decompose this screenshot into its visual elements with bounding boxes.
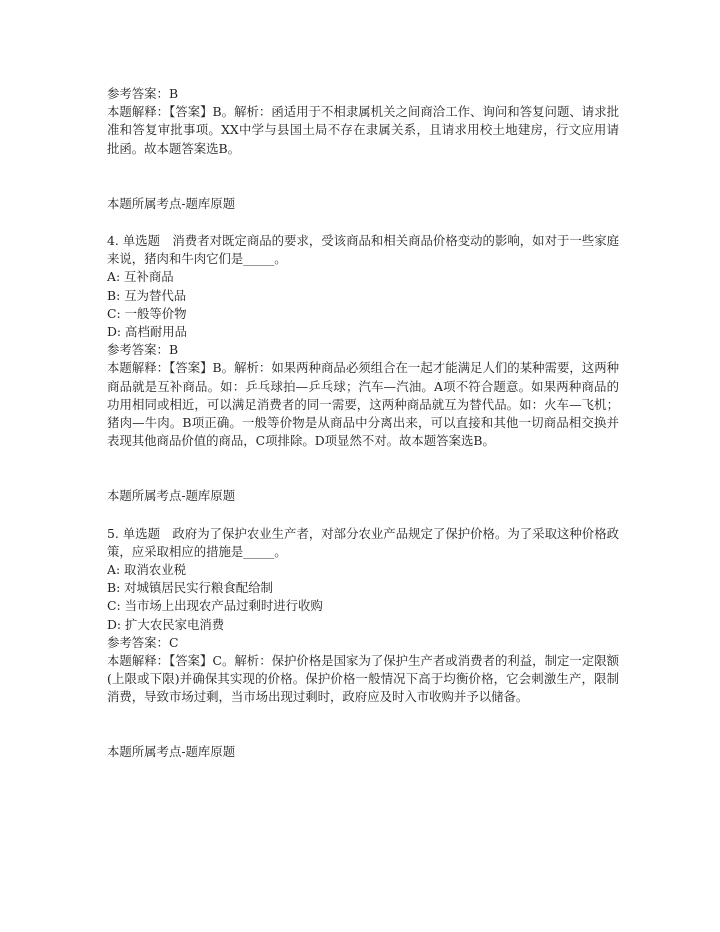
document-content xyxy=(107,85,619,762)
question-stem: 4. 单选题 消费者对既定商品的要求，受该商品和相关商品价格变动的影响，如对于一些家庭来说，猪肉和牛肉它们是_____。 xyxy=(107,232,619,267)
explanation-paragraph: 本题解释：【答案】B。解析：函适用于不相隶属机关之间商洽工作、询问和答复问题、请求批准和答复审批事项。XX中学与县国土局不存在隶属关系，且请求用校土地建房，行文应用请批函。故本题答案选B。 xyxy=(107,104,619,156)
option-b: B: 互为替代品 xyxy=(107,287,187,303)
option-c: C: 当市场上出现农产品过剩时进行收购 xyxy=(107,598,323,614)
option-d: D: 扩大农民家电消费 xyxy=(107,616,225,632)
source-tag: 本题所属考点-题库原题 xyxy=(107,744,236,760)
answer-line: 参考答案：B xyxy=(107,342,179,358)
source-tag: 本题所属考点-题库原题 xyxy=(107,195,236,211)
source-tag: 本题所属考点-题库原题 xyxy=(107,488,236,504)
answer-line: 参考答案：C xyxy=(107,634,179,650)
option-c: C: 一般等价物 xyxy=(107,305,187,321)
option-a: A: 互补商品 xyxy=(107,269,174,285)
explanation-paragraph: 本题解释：【答案】B。解析：如果两种商品必须组合在一起才能满足人们的某种需要，这两种商品就是互补商品。如：乒乓球拍—乒乓球；汽车—汽油。A项不符合题意。如果两种商品的功用相同或相近，可以满足消费者的同一需要，这两种商品就互为替代品。如：火车—飞机；猪肉—牛肉。B项正确。一般等价物是从商品中分离出来，可以直接和其他一切商品相交换并表现其他商品价值的商品，C项排除。D项显然不对。故本题答案选B。 xyxy=(107,360,619,449)
option-d: D: 高档耐用品 xyxy=(107,323,188,339)
question-stem: 5. 单选题 政府为了保护农业生产者，对部分农业产品规定了保护价格。为了采取这种价格政策，应采取相应的措施是_____。 xyxy=(107,525,619,559)
explanation-paragraph: 本题解释：【答案】C。解析：保护价格是国家为了保护生产者或消费者的利益，制定一定限额(上限或下限)并确保其实现的价格。保护价格一般情况下高于均衡价格，它会刺激生产，限制消费，导致市场过剩，当市场出现过剩时，政府应及时入市收购并予以储备。 xyxy=(107,652,619,705)
option-a: A: 取消农业税 xyxy=(107,561,187,577)
answer-line: 参考答案：B xyxy=(107,86,179,101)
option-b: B: 对城镇居民实行粮食配给制 xyxy=(107,580,273,596)
